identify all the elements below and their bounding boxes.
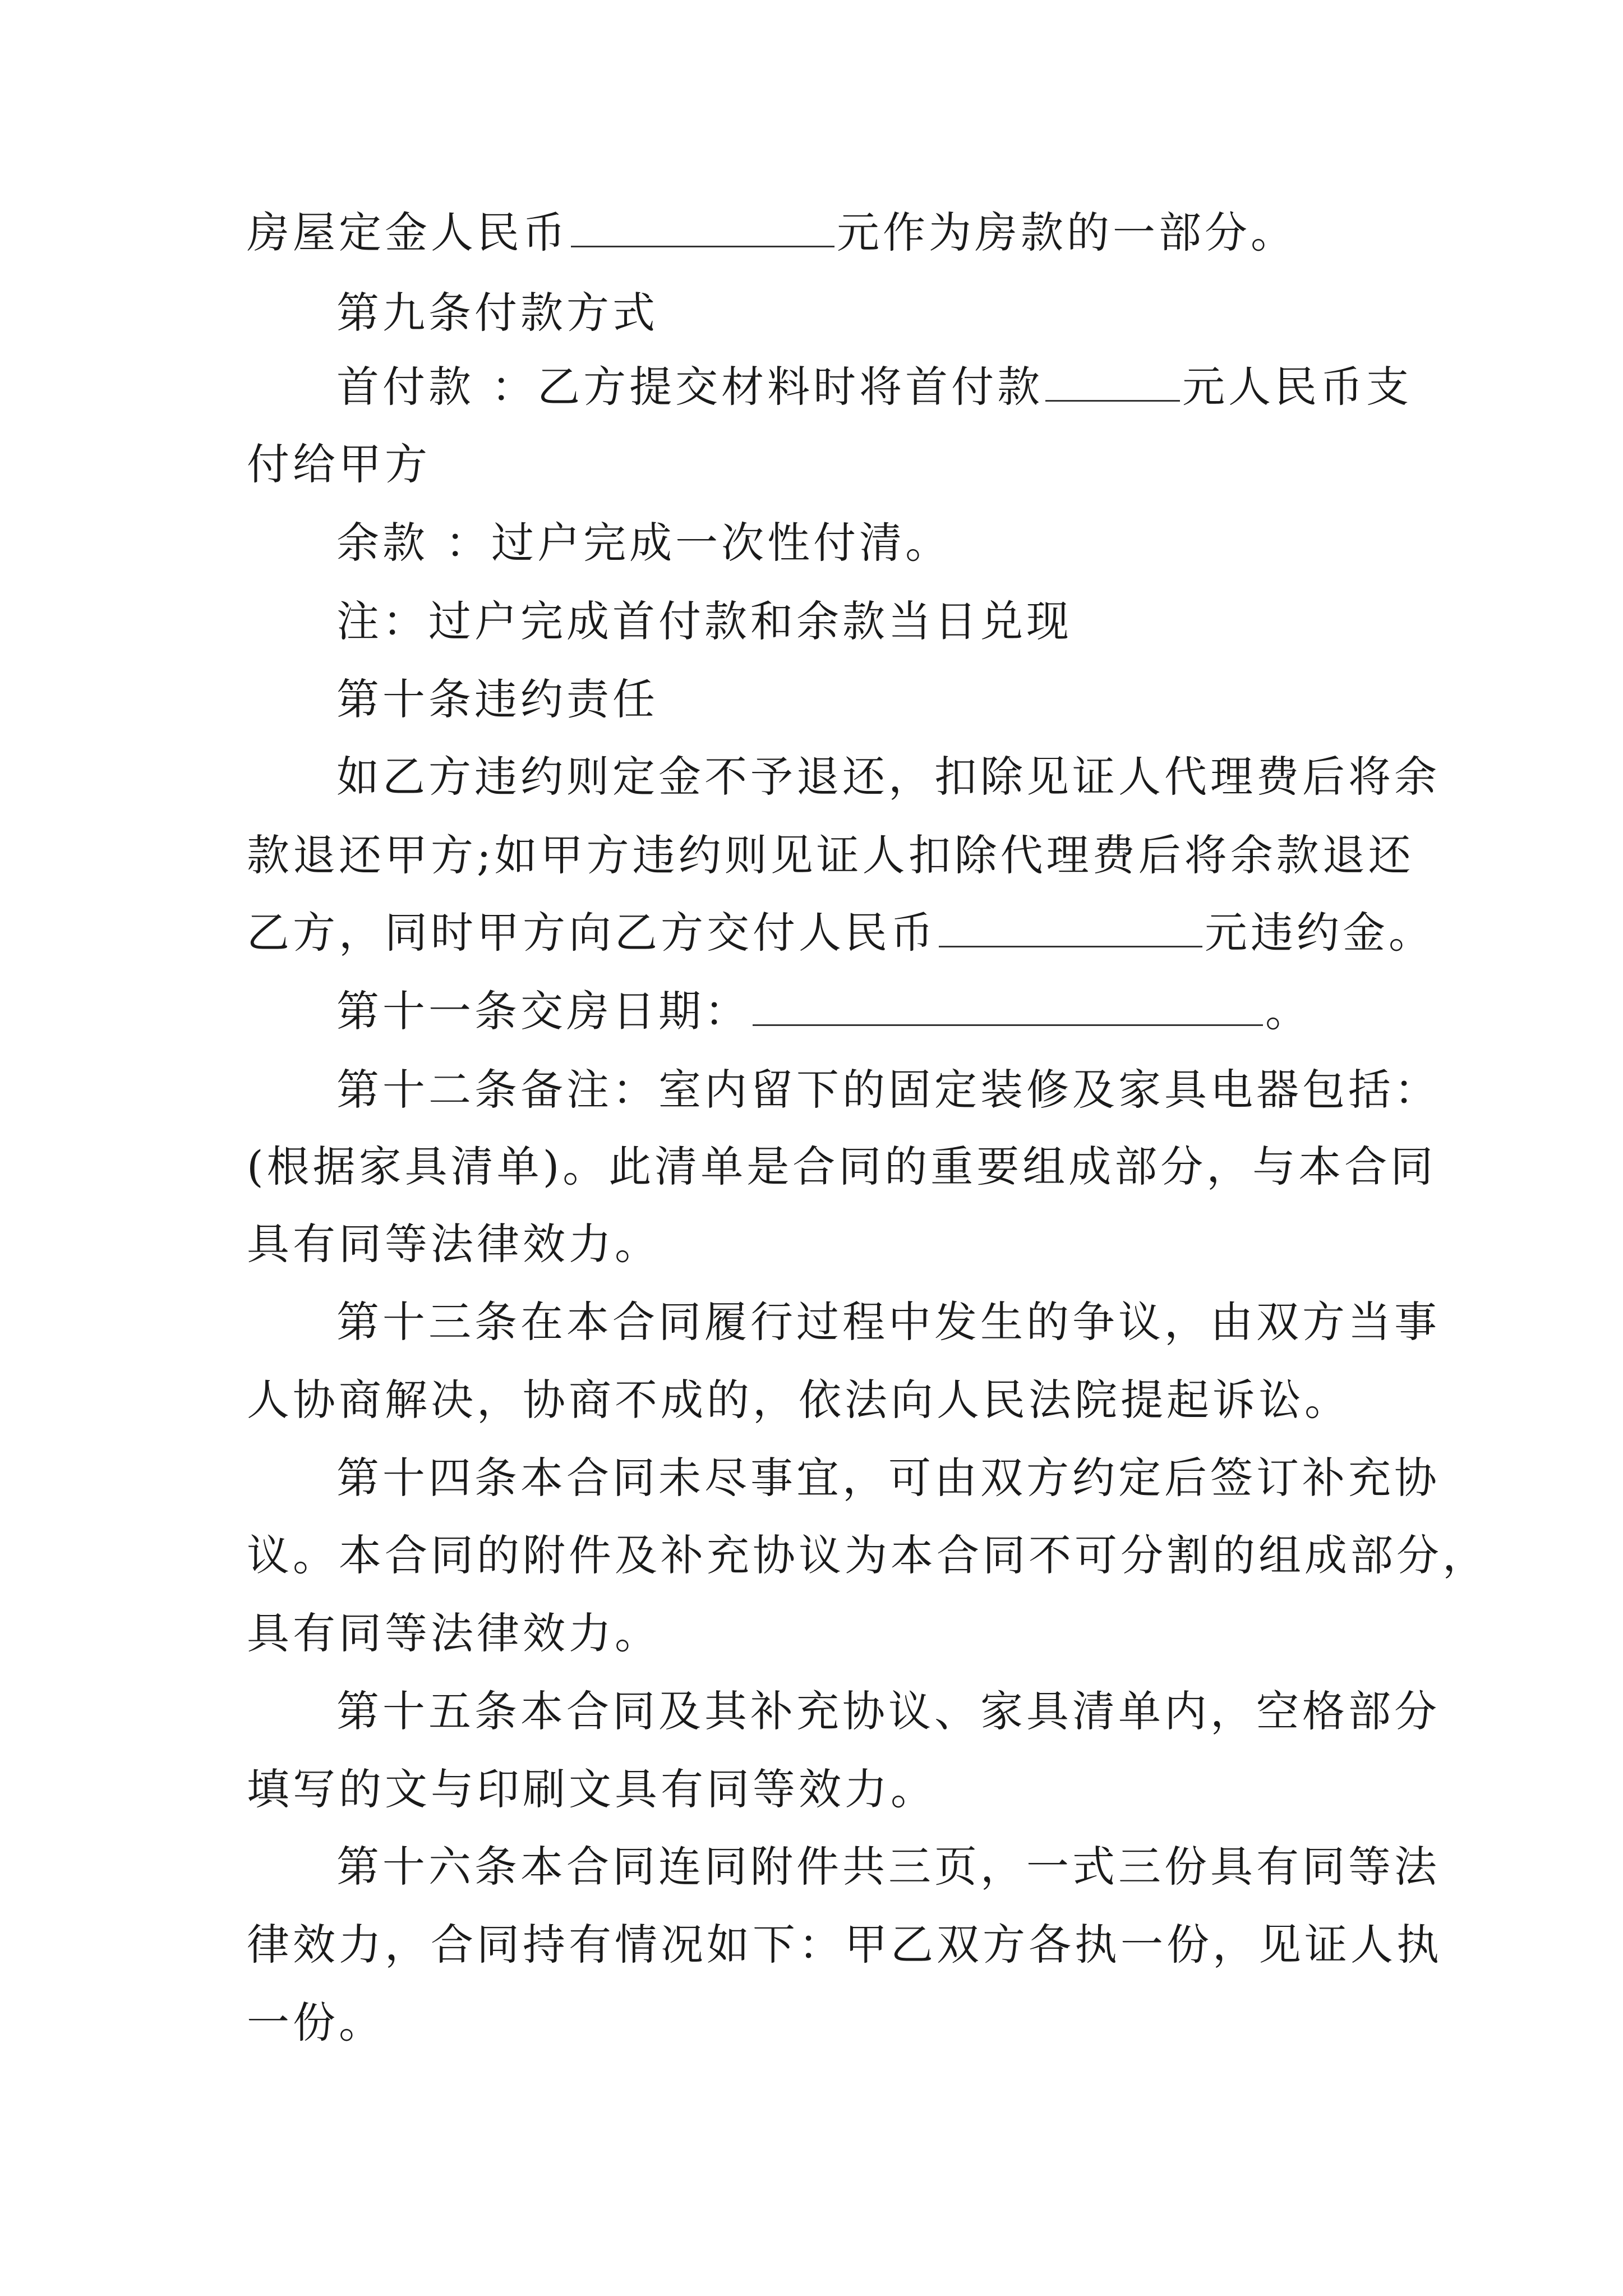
text-line (247, 1139, 1437, 1195)
article-15-line (336, 1683, 1514, 1740)
text-segment: 填写的文与印刷文具有同等效力。 (247, 1764, 937, 1814)
text-segment: 元人民币支 (1182, 362, 1413, 412)
text-segment: 款退还甲方;如甲方违约则见证人扣除代理费后将余款退还 (247, 830, 1414, 880)
article-11-line (336, 983, 1514, 1039)
text-segment: 律效力，合同持有情况如下：甲乙双方各执一份，见证人执 (247, 1920, 1442, 1970)
text-line-penalty (247, 905, 1435, 961)
text-line (247, 827, 1424, 884)
text-line (247, 1605, 1424, 1662)
text-line (247, 1527, 1488, 1584)
text-segment: 第十二条备注：室内留下的固定装修及家具电器包括： (336, 1065, 1440, 1115)
text-segment: 第十条违约责任 (336, 674, 658, 724)
deposit-amount-blank (571, 206, 834, 247)
text-segment: 首付款 ：乙方提交材料时将首付款 (336, 362, 1044, 412)
article-9-heading (336, 285, 1514, 341)
text-line-deposit (247, 205, 1424, 261)
handover-date-blank (753, 985, 1263, 1026)
text-segment: 第十六条本合同连同附件共三页，一式三份具有同等法 (336, 1842, 1440, 1892)
text-segment: 房屋定金人民币 (247, 208, 569, 257)
text-segment: 第十一条交房日期： (336, 986, 750, 1036)
text-segment: 第十三条在本合同履行过程中发生的争议，由双方当事 (336, 1297, 1440, 1347)
text-segment: 元违约金。 (1205, 908, 1435, 958)
text-line (247, 436, 1424, 493)
article-10-heading (336, 671, 1514, 728)
text-line-balance (336, 515, 1514, 571)
text-segment: 一份。 (247, 1998, 385, 2047)
text-segment: 具有同等法律效力。 (247, 1219, 661, 1269)
text-segment: 。 (1265, 986, 1311, 1036)
text-line (247, 1372, 1424, 1428)
text-segment: 乙方，同时甲方向乙方交付人民币 (247, 908, 937, 958)
text-segment: 第十五条本合同及其补充协议、家具清单内，空格部分 (336, 1686, 1440, 1736)
article-13-line (336, 1294, 1514, 1350)
text-line (247, 1216, 1424, 1272)
text-segment: 第九条付款方式 (336, 288, 658, 338)
text-segment: 如乙方违约则定金不予退还，扣除见证人代理费后将余 (336, 752, 1440, 802)
text-segment: 注：过户完成首付款和余款当日兑现 (336, 596, 1072, 646)
article-14-line (336, 1450, 1514, 1506)
text-line-note (336, 593, 1514, 650)
text-line (247, 1761, 1424, 1818)
text-segment: 余款 ：过户完成一次性付清。 (336, 518, 952, 568)
text-segment: 付给甲方 (247, 439, 431, 489)
article-16-line (336, 1839, 1514, 1895)
text-line (247, 1917, 1442, 1973)
text-line (336, 749, 1514, 805)
text-segment: 第十四条本合同未尽事宜，可由双方约定后签订补充协 (336, 1453, 1440, 1503)
text-segment: 人协商解决，协商不成的，依法向人民法院提起诉讼。 (247, 1375, 1350, 1425)
penalty-amount-blank (939, 907, 1202, 947)
text-segment: 议。本合同的附件及补充协议为本合同不可分割的组成部分， (247, 1530, 1488, 1580)
text-line-first-payment (336, 359, 1514, 415)
first-payment-blank (1045, 361, 1180, 402)
article-12-line (336, 1062, 1514, 1118)
text-line (247, 1995, 1424, 2051)
text-segment: (根据家具清单)。此清单是合同的重要组成部分，与本合同 (247, 1142, 1437, 1191)
text-segment: 元作为房款的一部分。 (837, 208, 1297, 257)
text-segment: 具有同等法律效力。 (247, 1608, 661, 1658)
